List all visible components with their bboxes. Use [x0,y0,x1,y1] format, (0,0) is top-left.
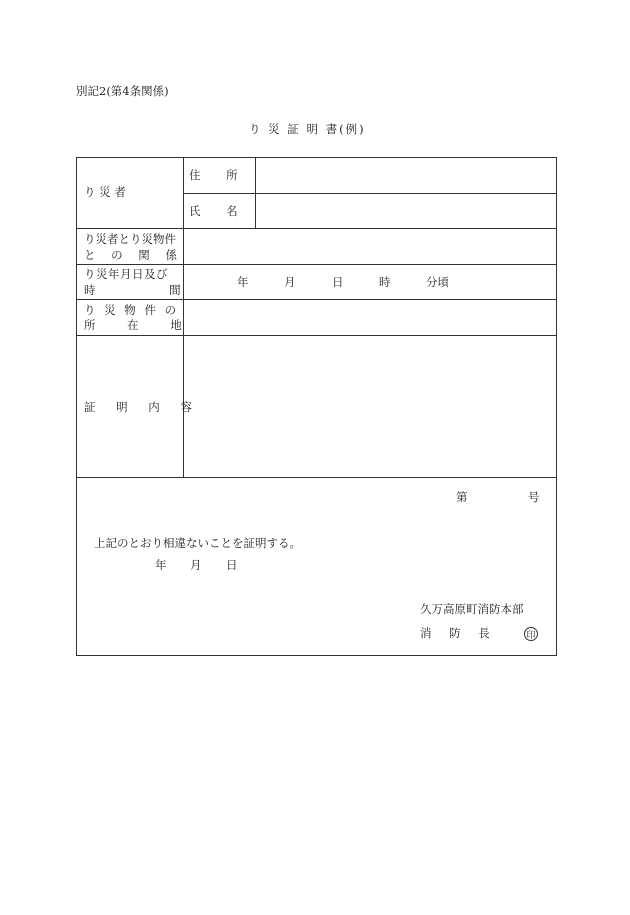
relation-field[interactable] [186,230,554,263]
address-field[interactable] [258,159,554,192]
datetime-label-line1: り災年月日及び [84,267,168,281]
relation-label-line2: と の 関 係 [84,248,177,262]
datetime-hour: 時 [379,275,391,289]
location-label-line2: 所 在 地 [84,318,182,332]
victim-label [84,187,176,199]
location-field[interactable] [186,301,554,334]
issue-date-month: 月 [190,558,202,572]
address-label [189,170,247,182]
certificate-number-prefix: 第 [456,490,468,504]
issue-date-day: 日 [226,558,238,572]
victim-label-text: り 災 者 [84,185,126,199]
relation-label-line1: り災者とり災物件 [84,232,176,246]
name-field[interactable] [258,195,554,227]
address-label-text: 住 所 [189,168,238,182]
datetime-day: 日 [332,275,344,289]
name-label-text: 氏 名 [189,204,238,218]
datetime-month: 月 [284,275,296,289]
location-label-line1: り 災 物 件 の [84,303,177,317]
issuer-organization: 久万高原町消防本部 [420,602,524,616]
datetime-minute: 分頃 [426,275,449,289]
name-label [189,206,247,218]
certification-statement: 上記のとおり相違ないことを証明する。 [94,536,301,550]
seal-char: 印 [526,630,536,641]
datetime-label-line2: 時 間 [84,283,181,297]
datetime-year: 年 [237,275,249,289]
datetime-field[interactable] [186,266,554,298]
issuer-title: 消 防 長 [420,626,490,640]
content-label: 証 明 内 容 [84,400,192,414]
issue-date-year: 年 [155,558,167,572]
content-field[interactable] [186,337,554,476]
seal-icon [524,627,538,641]
annex-label: 別記2(第4条関係) [76,84,169,98]
certificate-number-suffix: 号 [528,490,540,504]
page-title: り 災 証 明 書(例) [249,122,366,136]
